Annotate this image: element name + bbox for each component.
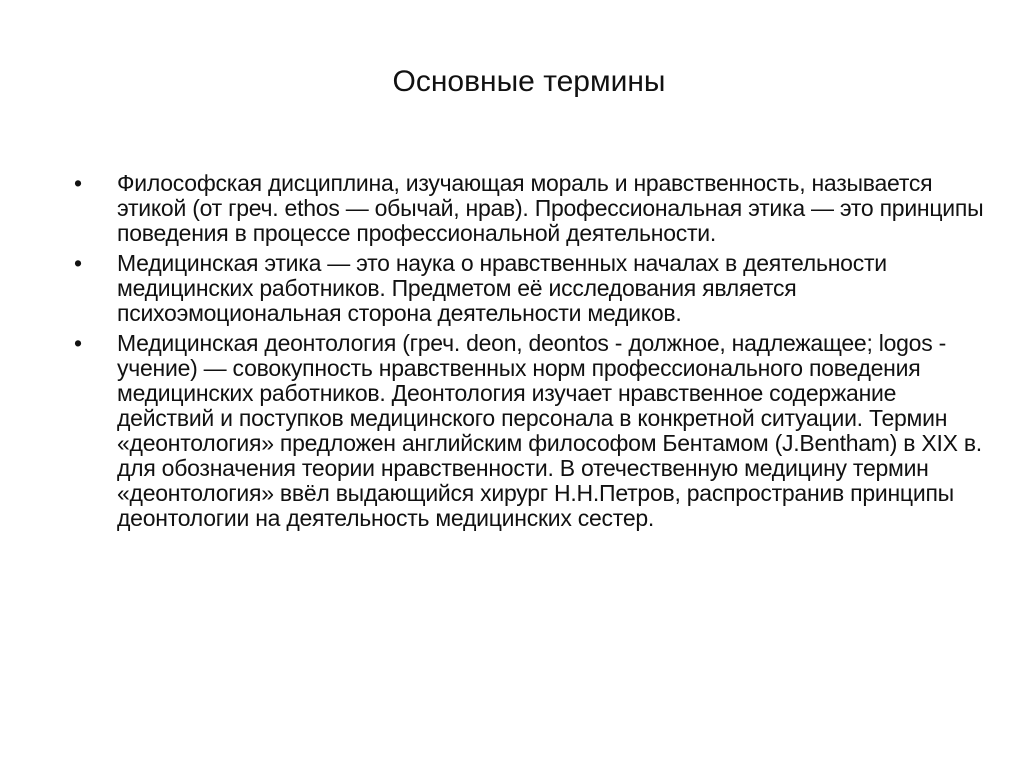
slide-title: Основные термины — [392, 65, 666, 98]
bullet-marker: • — [74, 170, 83, 196]
bullet-item-medical-ethics — [74, 251, 994, 326]
bullet-text: Медицинская деонтология (греч. deon, deontos - должное, надлежащее; logos - учение) — совокупность нравственных норм профессионального поведения медицинских работников. Деонтология изучает нравственное содержание действий и поступков медицинского персонала в конкретной ситуации. Термин «деонтология» предложен английским философом Бентамом (J.Bentham) в XIX в. для обозначения теории нравственности. В отечественную медицину термин «деонтология» ввёл выдающийся хирург Н.Н.Петров, распространив принципы деонтологии на деятельность медицинских сестер. — [117, 330, 982, 531]
bullet-list — [74, 171, 994, 531]
bullet-item-ethics — [74, 171, 994, 246]
bullet-item-deontology — [74, 331, 994, 531]
bullet-text: Медицинская этика — это наука о нравственных началах в деятельности медицинских работников. Предметом её исследования является психоэмоциональная сторона деятельности медиков. — [117, 250, 887, 326]
bullet-marker: • — [74, 330, 83, 356]
bullet-marker: • — [74, 250, 83, 276]
bullet-text: Философская дисциплина, изучающая мораль и нравственность, называется этикой (от греч. ethos — обычай, нрав). Профессиональная этика — это принципы поведения в процессе профессиональной деятельности. — [117, 170, 984, 246]
